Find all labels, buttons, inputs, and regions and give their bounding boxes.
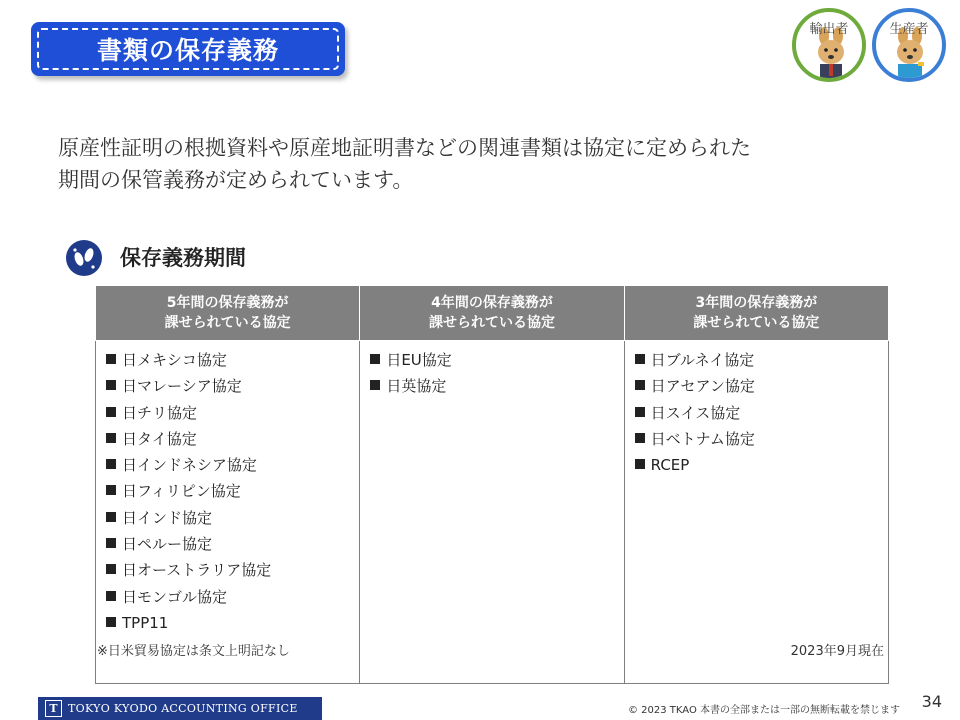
header-5-years (96, 286, 360, 341)
agreement-name: RCEP (650, 456, 690, 475)
agreement-name: 日インド協定 (122, 508, 213, 527)
list-item (106, 426, 349, 452)
agreement-list-4-years (370, 347, 613, 400)
exporter-label: 輸出者 (809, 22, 849, 37)
agreement-name: 日ブルネイ協定 (650, 351, 755, 369)
producer-label: 生産者 (889, 22, 929, 37)
agreement-name: 日メキシコ協定 (122, 351, 227, 369)
cell-4-years (360, 341, 624, 684)
list-item (370, 347, 613, 373)
producer-badge (872, 8, 946, 82)
bullet-square-icon (106, 380, 116, 390)
table-note: ※日米貿易協定は条文上明記なし (97, 644, 290, 659)
footprint-icon (66, 240, 102, 276)
header-line: 課せられている協定 (428, 315, 555, 331)
bullet-square-icon (106, 485, 116, 495)
list-item (106, 400, 349, 426)
list-item (106, 584, 349, 610)
copyright-notice: © 2023 TKAO 本書の全部または一部の無断転載を禁じます (628, 705, 901, 716)
list-item (635, 400, 878, 426)
bullet-square-icon (370, 354, 380, 364)
agreement-list-3-years (635, 347, 878, 478)
agreement-name: 日タイ協定 (122, 429, 197, 448)
agreement-name: 日ペルー協定 (122, 535, 213, 554)
header-line: 4年間の保存義務が (431, 295, 553, 311)
retention-periods-table (95, 285, 889, 684)
footer-bar (38, 697, 322, 720)
header-line: 課せられている協定 (164, 315, 291, 331)
agreement-name: 日ベトナム協定 (650, 429, 755, 448)
agreement-list-5-years (106, 347, 349, 636)
list-item (106, 347, 349, 373)
agreement-name: 日アセアン協定 (650, 377, 755, 396)
list-item (635, 426, 878, 452)
list-item (106, 505, 349, 531)
company-name: TOKYO KYODO ACCOUNTING OFFICE (68, 702, 298, 715)
intro-text (58, 132, 918, 196)
bullet-square-icon (106, 459, 116, 469)
list-item (370, 373, 613, 399)
bullet-square-icon (106, 538, 116, 548)
list-item (635, 452, 878, 478)
bullet-square-icon (106, 564, 116, 574)
cell-5-years (96, 341, 360, 684)
cell-3-years (624, 341, 888, 684)
agreement-name: 日インドネシア協定 (122, 456, 257, 475)
header-line: 5年間の保存義務が (166, 295, 289, 311)
company-logo-icon: T (45, 700, 62, 717)
bullet-square-icon (106, 512, 116, 522)
agreement-name: TPP11 (122, 613, 169, 632)
bullet-square-icon (106, 433, 116, 443)
bullet-square-icon (635, 407, 645, 417)
bullet-square-icon (106, 617, 116, 627)
header-line: 3年間の保存義務が (695, 295, 818, 311)
agreement-name: 日EU協定 (386, 351, 452, 369)
table-header-row (96, 286, 889, 341)
intro-line-1: 原産性証明の根拠資料や原産地証明書などの関連書類は協定に定められた (58, 136, 751, 160)
header-3-years (624, 286, 888, 341)
bullet-square-icon (635, 354, 645, 364)
list-item (106, 610, 349, 636)
bullet-square-icon (635, 433, 645, 443)
agreement-name: 日モンゴル協定 (122, 587, 228, 606)
agreement-name: 日英協定 (386, 377, 447, 396)
header-line: 課せられている協定 (693, 315, 820, 331)
bullet-square-icon (370, 380, 380, 390)
exporter-badge (792, 8, 866, 82)
intro-line-2: 期間の保管義務が定められています。 (58, 168, 414, 192)
bullet-square-icon (106, 407, 116, 417)
bullet-square-icon (106, 591, 116, 601)
list-item (106, 531, 349, 557)
list-item (106, 478, 349, 504)
header-4-years (360, 286, 624, 341)
agreement-name: 日チリ協定 (122, 403, 198, 422)
title-badge (31, 22, 345, 76)
as-of-date: 2023年9月現在 (790, 644, 884, 659)
title-badge-frame (37, 28, 339, 70)
section-title: 保存義務期間 (120, 246, 246, 270)
agreement-name: 日マレーシア協定 (122, 377, 242, 396)
table-body-row (96, 341, 889, 684)
page-title: 書類の保存義務 (96, 36, 279, 65)
list-item (635, 347, 878, 373)
list-item (635, 373, 878, 399)
list-item (106, 557, 349, 583)
page-number: 34 (921, 692, 942, 711)
list-item (106, 452, 349, 478)
list-item (106, 373, 349, 399)
agreement-name: 日オーストラリア協定 (122, 561, 272, 580)
agreement-name: 日フィリピン協定 (122, 482, 241, 501)
bullet-square-icon (106, 354, 116, 364)
bullet-square-icon (635, 459, 645, 469)
bullet-square-icon (635, 380, 645, 390)
agreement-name: 日スイス協定 (650, 403, 741, 422)
